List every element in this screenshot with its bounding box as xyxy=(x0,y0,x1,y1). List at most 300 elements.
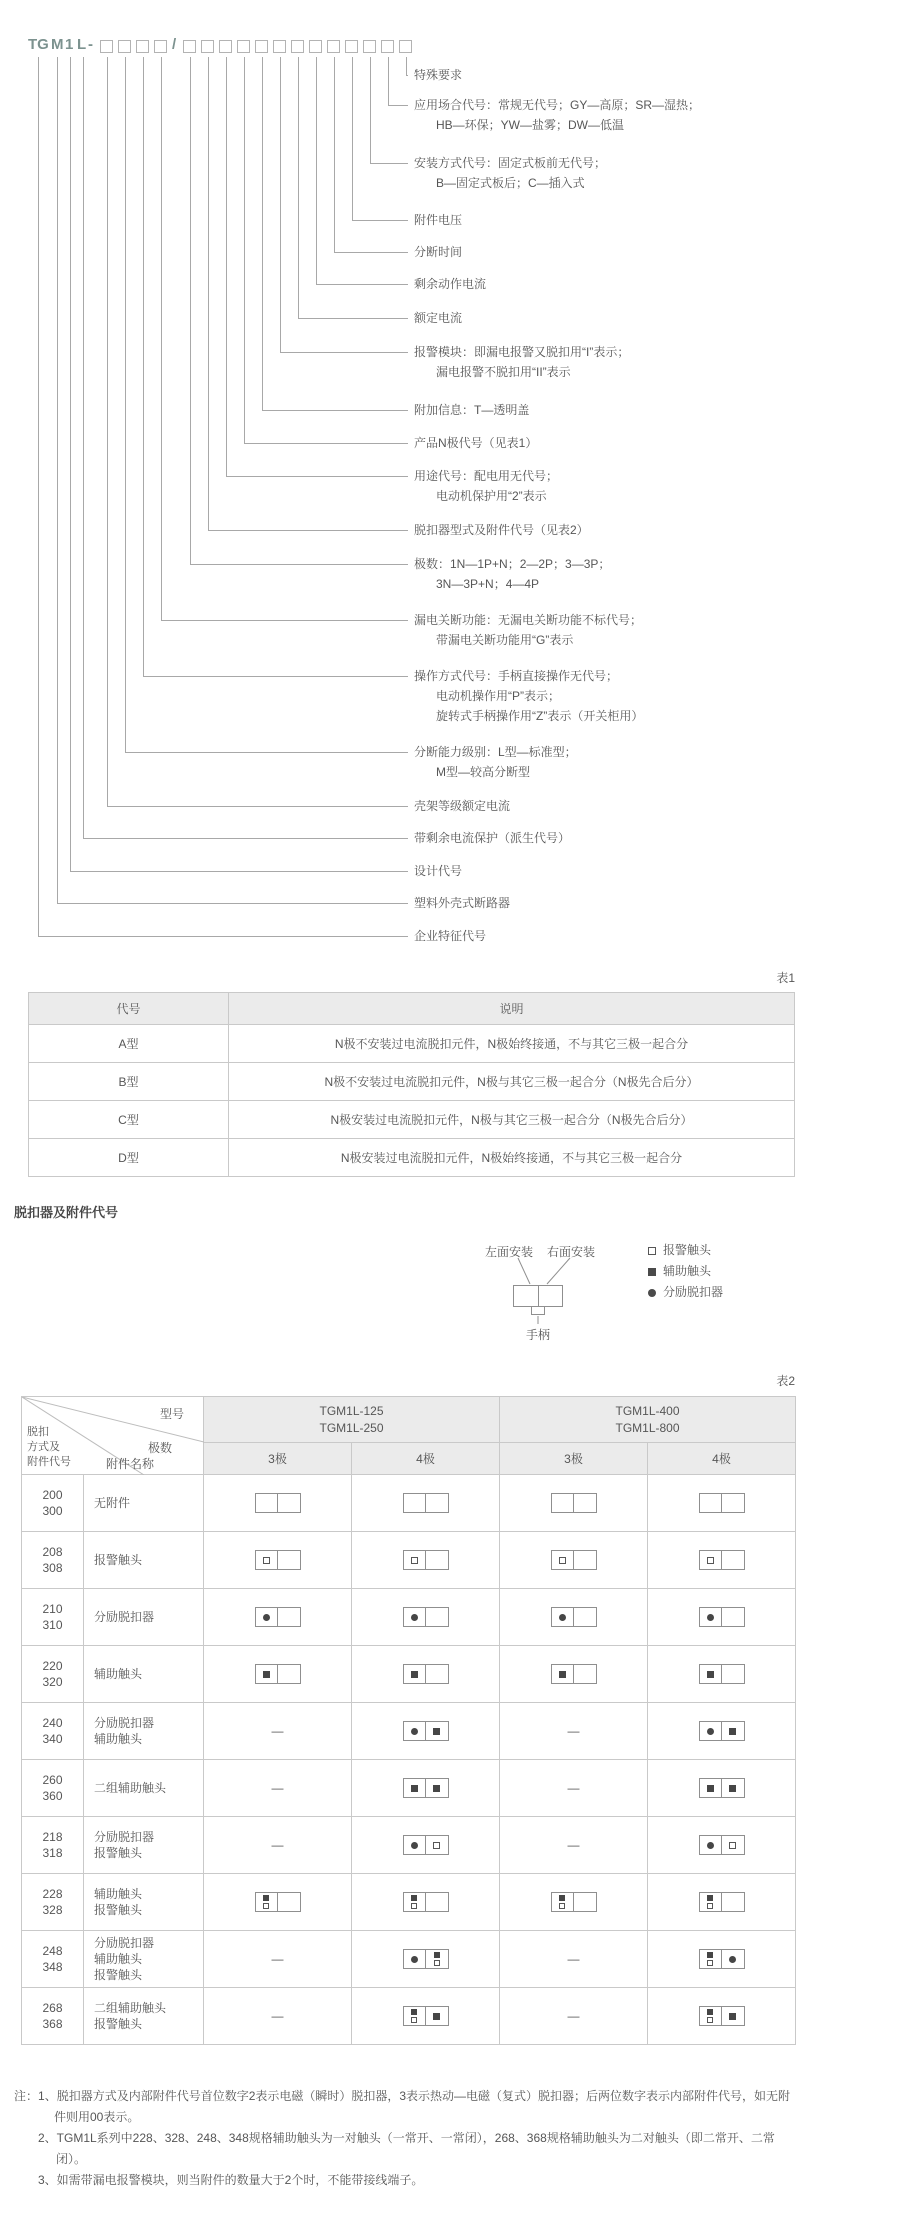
symbol-compartment xyxy=(700,1836,722,1854)
aux-glyph-icon xyxy=(559,1671,566,1678)
symbol-compartment xyxy=(722,2007,744,2025)
connector-hline xyxy=(125,752,408,753)
symbol-cell xyxy=(500,1475,648,1532)
name-line: 分励脱扣器 xyxy=(94,1830,155,1844)
symbol-compartment xyxy=(278,1494,300,1512)
breaker-accessory-symbol xyxy=(551,1892,597,1912)
code-line: 360 xyxy=(42,1789,63,1803)
connector-vline xyxy=(316,57,317,284)
symbol-compartment xyxy=(426,1950,448,1968)
trip-code-cell xyxy=(22,1589,84,1646)
symbol-compartment xyxy=(700,1893,722,1911)
diagram-label xyxy=(414,610,642,650)
table1-desc-cell: N极安装过电流脱扣元件，N极与其它三极一起合分（N极先合后分） xyxy=(229,1101,795,1139)
diagram-label xyxy=(414,242,462,262)
not-available-dash: — xyxy=(567,1781,580,1795)
symbol-cell xyxy=(648,1931,796,1988)
pointer-lines xyxy=(440,1240,820,1370)
not-available-dash: — xyxy=(271,1781,284,1795)
alarm-glyph-icon xyxy=(433,1842,440,1849)
alarm-glyph-icon xyxy=(411,2017,417,2023)
diagram-label-line: 附加信息：T—透明盖 xyxy=(414,403,530,417)
connector-hline xyxy=(190,564,408,565)
aux-glyph-icon xyxy=(707,1952,713,1958)
symbol-compartment xyxy=(722,1665,744,1683)
shunt-glyph-icon xyxy=(411,1956,418,1963)
code-line: 328 xyxy=(42,1903,63,1917)
symbol-compartment xyxy=(404,1665,426,1683)
symbol-cell xyxy=(204,1589,352,1646)
shunt-glyph-icon xyxy=(263,1614,270,1621)
diagram-label-line: 额定电流 xyxy=(414,311,463,325)
not-available-dash: — xyxy=(271,1952,284,1966)
alarm-glyph-icon xyxy=(648,1247,656,1255)
connector-vline xyxy=(244,57,245,443)
symbol-compartment xyxy=(574,1551,596,1569)
diagram-label xyxy=(414,893,510,913)
symbol-compartment xyxy=(700,1665,722,1683)
code-line: 248 xyxy=(42,1944,63,1958)
symbol-compartment xyxy=(574,1893,596,1911)
corner-label-poles: 极数 xyxy=(148,1441,173,1455)
symbol-compartment xyxy=(574,1665,596,1683)
name-line: 辅助触头 xyxy=(94,1667,143,1681)
model-char: L xyxy=(77,36,87,53)
model-placeholder-box xyxy=(399,40,412,53)
symbol-cell xyxy=(352,1760,500,1817)
breaker-accessory-symbol xyxy=(551,1664,597,1684)
model-placeholder-box xyxy=(255,40,268,53)
table1-row xyxy=(29,1063,795,1101)
symbol-cell xyxy=(352,1988,500,2045)
shunt-glyph-icon xyxy=(411,1842,418,1849)
symbol-cell xyxy=(204,1475,352,1532)
pole-header: 4极 xyxy=(352,1443,500,1475)
connector-hline xyxy=(298,318,408,319)
symbol-compartment xyxy=(256,1494,278,1512)
connector-vline xyxy=(208,57,209,530)
name-line: 分励脱扣器 xyxy=(94,1716,155,1730)
symbol-compartment xyxy=(426,1779,448,1797)
connector-vline xyxy=(262,57,263,410)
legend-label: 报警触头 xyxy=(663,1243,712,1257)
breaker-accessory-symbol xyxy=(403,1550,449,1570)
symbol-cell xyxy=(500,1760,648,1817)
model-placeholder-box xyxy=(183,40,196,53)
connector-hline xyxy=(83,838,408,839)
model-placeholder-box xyxy=(201,40,214,53)
note-item: 注：1、脱扣器方式及内部附件代号首位数字2表示电磁（瞬时）脱扣器，3表示热动—电磁（复式）脱扣器；后两位数字表示内部附件代号，如无附件则用00表示。 xyxy=(14,2089,791,2124)
symbol-cell xyxy=(204,1931,352,1988)
symbol-cell xyxy=(648,1817,796,1874)
shunt-glyph-icon xyxy=(707,1614,714,1621)
connector-vline xyxy=(38,57,39,936)
name-line: 报警触头 xyxy=(94,2017,143,2031)
breaker-accessory-symbol xyxy=(699,1493,745,1513)
table1-desc-cell: N极不安装过电流脱扣元件，N极与其它三极一起合分（N极先合后分） xyxy=(229,1063,795,1101)
code-line: 348 xyxy=(42,1960,63,1974)
diagram-label-line: 旋转式手柄操作用“Z”表示（开关柜用） xyxy=(436,709,644,723)
not-available-dash: — xyxy=(567,1724,580,1738)
table2-model-row xyxy=(22,1397,796,1443)
diagram-label xyxy=(414,796,510,816)
diagram-label xyxy=(414,926,486,946)
code-line: 208 xyxy=(42,1545,63,1559)
accessory-position-diagram xyxy=(440,1240,820,1370)
connector-hline xyxy=(262,410,408,411)
breaker-accessory-symbol xyxy=(403,1835,449,1855)
diagram-label xyxy=(414,95,700,135)
symbol-compartment xyxy=(552,1551,574,1569)
aux-glyph-icon xyxy=(434,1952,440,1958)
symbol-cell xyxy=(204,1874,352,1931)
symbol-compartment xyxy=(256,1665,278,1683)
corner-label-model: 型号 xyxy=(160,1407,185,1421)
table1 xyxy=(28,992,795,1177)
legend-label: 分励脱扣器 xyxy=(663,1285,724,1299)
table1-row xyxy=(29,1139,795,1177)
table2-header xyxy=(22,1397,796,1475)
model-name: TGM1L-400 xyxy=(615,1403,680,1418)
diagram-label xyxy=(414,400,529,420)
not-available-dash: — xyxy=(271,2009,284,2023)
connector-hline xyxy=(226,476,408,477)
model-char: TG xyxy=(28,36,49,53)
connector-hline xyxy=(280,352,408,353)
model-placeholder-box xyxy=(100,40,113,53)
aux-glyph-icon xyxy=(707,1785,714,1792)
code-line: 240 xyxy=(42,1716,63,1730)
connector-hline xyxy=(38,936,408,937)
name-line: 辅助触头 xyxy=(94,1732,143,1746)
symbol-compartment xyxy=(256,1893,278,1911)
diagram-label-line: 塑料外壳式断路器 xyxy=(414,896,511,910)
symbol-cell xyxy=(204,1760,352,1817)
trip-code-cell xyxy=(22,1532,84,1589)
breaker-accessory-symbol xyxy=(255,1892,301,1912)
diagram-label xyxy=(414,153,606,193)
name-line: 二组辅助触头 xyxy=(94,1781,167,1795)
table1-header-code: 代号 xyxy=(29,993,229,1025)
symbol-compartment xyxy=(722,1893,744,1911)
diagram-label xyxy=(414,828,570,848)
table1-desc-cell: N极安装过电流脱扣元件，N极始终接通，不与其它三极一起合分 xyxy=(229,1139,795,1177)
diagram-label-line: 应用场合代号：常规无代号；GY—高原；SR—湿热； xyxy=(414,98,701,112)
note-item: 2、TGM1L系列中228、328、248、348规格辅助触头为一对触头（一常开、一常闭），268、368规格辅助触头为二对触头（即二常开、二常闭）。 xyxy=(38,2131,775,2166)
symbol-cell xyxy=(352,1874,500,1931)
breaker-accessory-symbol xyxy=(699,1949,745,1969)
symbol-compartment xyxy=(256,1551,278,1569)
pole-header: 3极 xyxy=(500,1443,648,1475)
table2-row xyxy=(22,1817,796,1874)
code-line: 310 xyxy=(42,1618,63,1632)
symbol-cell xyxy=(500,1646,648,1703)
symbol-compartment xyxy=(404,1494,426,1512)
diagram-label-line: 3N—3P+N；4—4P xyxy=(436,577,540,591)
connector-hline xyxy=(143,676,408,677)
code-line: 300 xyxy=(42,1504,63,1518)
pole-header: 4极 xyxy=(648,1443,796,1475)
connector-vline xyxy=(334,57,335,252)
diagram-label xyxy=(414,433,537,453)
breaker-accessory-symbol xyxy=(403,1949,449,1969)
symbol-cell xyxy=(648,1475,796,1532)
table2-row xyxy=(22,1931,796,1988)
model-placeholder-box xyxy=(327,40,340,53)
diagram-label xyxy=(414,466,558,506)
symbol-cell xyxy=(204,1817,352,1874)
name-line: 辅助触头 xyxy=(94,1887,143,1901)
alarm-glyph-icon xyxy=(411,1557,418,1564)
diagram-label xyxy=(414,742,577,782)
connector-hline xyxy=(208,530,408,531)
table2-corner-cell xyxy=(22,1397,204,1475)
diagram-label-line: 带漏电关断功能用“G”表示 xyxy=(436,633,574,647)
symbol-cell xyxy=(500,1589,648,1646)
symbol-cell xyxy=(204,1532,352,1589)
diagram-label xyxy=(414,308,462,328)
aux-glyph-icon xyxy=(433,2013,440,2020)
code-line: 210 xyxy=(42,1602,63,1616)
code-line: 308 xyxy=(42,1561,63,1575)
trip-code-cell xyxy=(22,1817,84,1874)
pole-header: 3极 xyxy=(204,1443,352,1475)
accessory-name-cell xyxy=(84,1988,204,2045)
connector-hline xyxy=(316,284,408,285)
symbol-compartment xyxy=(404,1722,426,1740)
model-slash: / xyxy=(172,36,177,53)
connector-hline xyxy=(244,443,408,444)
trip-code-cell xyxy=(22,1874,84,1931)
model-char: 1 xyxy=(65,36,74,53)
alarm-glyph-icon xyxy=(263,1557,270,1564)
accessory-name-cell xyxy=(84,1646,204,1703)
corner-label-trip-code xyxy=(27,1425,71,1470)
table2-row xyxy=(22,1589,796,1646)
connector-vline xyxy=(143,57,144,676)
breaker-accessory-symbol xyxy=(699,1835,745,1855)
symbol-compartment xyxy=(426,1494,448,1512)
not-available-dash: — xyxy=(567,1838,580,1852)
diagram-label-line: 电动机操作用“P”表示； xyxy=(436,689,560,703)
code-line: 320 xyxy=(42,1675,63,1689)
not-available-dash: — xyxy=(271,1724,284,1738)
model-placeholder-box xyxy=(273,40,286,53)
shunt-glyph-icon xyxy=(707,1728,714,1735)
table1-row xyxy=(29,1025,795,1063)
trip-code-cell xyxy=(22,1931,84,1988)
name-line: 报警触头 xyxy=(94,1846,143,1860)
connector-vline xyxy=(161,57,162,620)
symbol-compartment xyxy=(700,1779,722,1797)
breaker-accessory-symbol xyxy=(699,2006,745,2026)
legend-item xyxy=(648,1282,723,1303)
alarm-glyph-icon xyxy=(707,1903,713,1909)
trip-code-cell xyxy=(22,1703,84,1760)
symbol-compartment xyxy=(700,1608,722,1626)
symbol-compartment xyxy=(278,1608,300,1626)
trip-code-cell xyxy=(22,1760,84,1817)
symbol-compartment xyxy=(404,1836,426,1854)
breaker-accessory-symbol xyxy=(255,1550,301,1570)
table1-row xyxy=(29,1101,795,1139)
code-line: 200 xyxy=(42,1488,63,1502)
connector-hline xyxy=(370,163,408,164)
diagram-label-line: 附件电压 xyxy=(414,213,463,227)
breaker-front-symbol xyxy=(513,1285,563,1307)
connector-hline xyxy=(161,620,408,621)
aux-glyph-icon xyxy=(648,1268,656,1276)
code-line: 340 xyxy=(42,1732,63,1746)
diagram-label-line: 电动机保护用“2”表示 xyxy=(436,489,547,503)
shunt-glyph-icon xyxy=(729,1956,736,1963)
breaker-accessory-symbol xyxy=(255,1493,301,1513)
accessory-name-cell xyxy=(84,1532,204,1589)
code-line: 218 xyxy=(42,1830,63,1844)
name-line: 二组辅助触头 xyxy=(94,2001,167,2015)
symbol-compartment xyxy=(426,1608,448,1626)
symbol-cell xyxy=(648,1874,796,1931)
shunt-glyph-icon xyxy=(648,1289,656,1297)
model-placeholder-box xyxy=(381,40,394,53)
connector-vline xyxy=(280,57,281,352)
symbol-compartment xyxy=(722,1494,744,1512)
breaker-symbol-divider xyxy=(538,1286,539,1306)
symbol-cell xyxy=(500,1532,648,1589)
symbol-compartment xyxy=(722,1722,744,1740)
connector-hline xyxy=(334,252,408,253)
diagram-label-line: HB—环保；YW—盐雾；DW—低温 xyxy=(436,118,624,132)
symbol-cell xyxy=(352,1589,500,1646)
symbol-cell xyxy=(500,1931,648,1988)
diagram-label-line: M型—较高分断型 xyxy=(436,765,530,779)
diagram-label-line: 极数：1N—1P+N；2—2P；3—3P； xyxy=(414,557,611,571)
symbol-compartment xyxy=(426,1665,448,1683)
symbol-compartment xyxy=(700,1551,722,1569)
symbol-compartment xyxy=(278,1665,300,1683)
breaker-accessory-symbol xyxy=(403,1607,449,1627)
note-item: 3、如需带漏电报警模块，则当附件的数量大于2个时，不能带接线端子。 xyxy=(38,2173,424,2187)
symbol-compartment xyxy=(722,1551,744,1569)
connector-vline xyxy=(352,57,353,220)
table1-code-cell: B型 xyxy=(29,1063,229,1101)
symbol-compartment xyxy=(700,1950,722,1968)
not-available-dash: — xyxy=(567,1952,580,1966)
code-line: 260 xyxy=(42,1773,63,1787)
legend-label: 辅助触头 xyxy=(663,1264,712,1278)
model-name: TGM1L-250 xyxy=(319,1420,384,1435)
name-line: 无附件 xyxy=(94,1496,131,1510)
table2-row xyxy=(22,1874,796,1931)
code-line: 228 xyxy=(42,1887,63,1901)
alarm-glyph-icon xyxy=(411,1903,417,1909)
symbol-compartment xyxy=(552,1494,574,1512)
symbol-cell xyxy=(352,1532,500,1589)
corner-label-accessory-name: 附件名称 xyxy=(106,1457,155,1471)
symbol-compartment xyxy=(574,1608,596,1626)
symbol-compartment xyxy=(426,1551,448,1569)
trip-code-cell xyxy=(22,1988,84,2045)
corner-trip-line: 脱扣 xyxy=(27,1426,49,1438)
breaker-accessory-symbol xyxy=(255,1607,301,1627)
accessory-name-cell xyxy=(84,1874,204,1931)
alarm-glyph-icon xyxy=(707,2017,713,2023)
name-line: 辅助触头 xyxy=(94,1952,143,1966)
aux-glyph-icon xyxy=(263,1671,270,1678)
model-name: TGM1L-800 xyxy=(615,1420,680,1435)
symbol-compartment xyxy=(722,1950,744,1968)
aux-glyph-icon xyxy=(729,2013,736,2020)
name-line: 分励脱扣器 xyxy=(94,1936,155,1950)
symbol-cell xyxy=(352,1703,500,1760)
symbol-compartment xyxy=(404,1779,426,1797)
model-group-125-250 xyxy=(204,1397,500,1443)
connector-vline xyxy=(388,57,389,105)
symbol-cell xyxy=(648,1532,796,1589)
aux-glyph-icon xyxy=(433,1785,440,1792)
symbol-cell xyxy=(204,1703,352,1760)
symbol-cell xyxy=(648,1589,796,1646)
diagram-label-line: 用途代号：配电用无代号； xyxy=(414,469,559,483)
connector-vline xyxy=(298,57,299,318)
diagram-label-line: 产品N极代号（见表1） xyxy=(414,436,538,450)
table2 xyxy=(21,1396,796,2045)
model-placeholder-box xyxy=(154,40,167,53)
handle-tab xyxy=(531,1307,545,1315)
breaker-accessory-symbol xyxy=(403,1721,449,1741)
symbol-compartment xyxy=(278,1893,300,1911)
symbol-cell xyxy=(352,1931,500,1988)
notes-prefix: 注： xyxy=(14,2089,39,2103)
symbol-cell xyxy=(204,1988,352,2045)
model-placeholder-box xyxy=(237,40,250,53)
aux-glyph-icon xyxy=(729,1785,736,1792)
shunt-glyph-icon xyxy=(707,1842,714,1849)
table1-desc-cell: N极不安装过电流脱扣元件，N极始终接通，不与其它三极一起合分 xyxy=(229,1025,795,1063)
aux-glyph-icon xyxy=(411,1785,418,1792)
accessory-name-cell xyxy=(84,1760,204,1817)
table1-tag: 表1 xyxy=(776,971,795,985)
diagram-label xyxy=(414,520,589,540)
corner-trip-line: 附件代号 xyxy=(27,1456,71,1468)
table2-row xyxy=(22,1475,796,1532)
table1-header xyxy=(29,993,795,1025)
breaker-accessory-symbol xyxy=(699,1664,745,1684)
symbol-compartment xyxy=(700,1722,722,1740)
code-line: 268 xyxy=(42,2001,63,2015)
symbol-compartment xyxy=(278,1551,300,1569)
symbol-cell xyxy=(500,1874,648,1931)
symbol-cell xyxy=(500,1703,648,1760)
symbol-compartment xyxy=(700,2007,722,2025)
left-install-label: 左面安装 xyxy=(485,1245,534,1259)
aux-glyph-icon xyxy=(707,1671,714,1678)
diagram-label xyxy=(414,65,462,85)
model-dash: - xyxy=(88,36,93,53)
symbol-cell xyxy=(648,1760,796,1817)
symbol-compartment xyxy=(404,1893,426,1911)
breaker-accessory-symbol xyxy=(255,1664,301,1684)
table2-row xyxy=(22,1988,796,2045)
aux-glyph-icon xyxy=(411,1671,418,1678)
diagram-label-line: 脱扣器型式及附件代号（见表2） xyxy=(414,523,589,537)
table2-row xyxy=(22,1760,796,1817)
symbol-cell xyxy=(204,1646,352,1703)
alarm-glyph-icon xyxy=(559,1903,565,1909)
model-placeholder-box xyxy=(118,40,131,53)
aux-glyph-icon xyxy=(411,1895,417,1901)
alarm-glyph-icon xyxy=(263,1903,269,1909)
